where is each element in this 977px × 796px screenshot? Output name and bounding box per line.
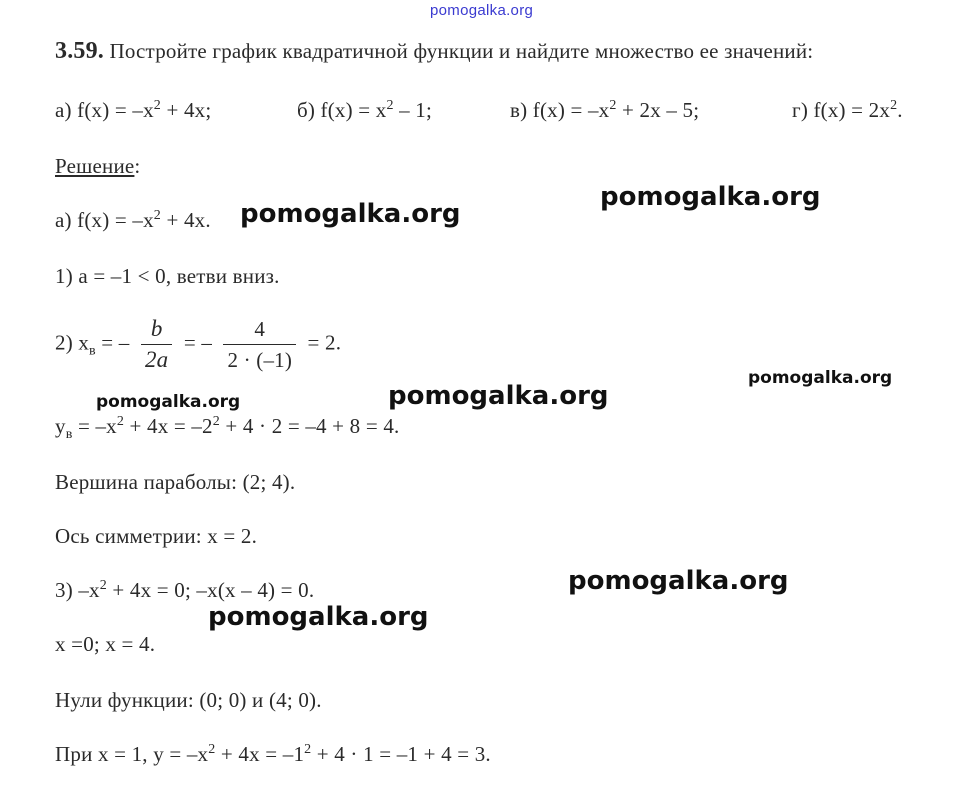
step-1: 1) a = –1 < 0, ветви вниз. [55,264,280,288]
top-watermark: pomogalka.org [430,2,534,19]
watermark: pomogalka.org [96,392,241,412]
roots-line: x =0; x = 4. [55,632,156,656]
watermark: pomogalka.org [388,381,609,411]
problem-text: Постройте график квадратичной функции и найдите множество ее значений: [109,39,814,63]
fraction-b-over-2a: $\frac{b}{2a}$ [141,314,172,375]
watermark: pomogalka.org [208,602,429,632]
watermark: pomogalka.org [240,199,461,229]
axis-line: Ось симметрии: x = 2. [55,524,258,548]
zeros-line: Нули функции: (0; 0) и (4; 0). [55,688,322,712]
watermark: pomogalka.org [600,182,821,212]
watermark: pomogalka.org [748,368,893,388]
problem-number: 3.59. [55,38,104,64]
item-g: г) $f(x) = 2x^2$. [792,98,903,122]
value-at-x1: При x = 1, $y = -x^2 + 4x = -1^2 + 4 \cdot 1 = -1 + 4 = 3$. [55,742,491,766]
watermark: pomogalka.org [568,566,789,596]
part-a-function: а) $f(x) = -x^2 + 4x$. [55,208,211,232]
step-2: 2) $x_в$ = – $\frac{b}{2a}$ = – $\frac{4}{2 \cdot (-1)}$ = 2. [55,314,341,375]
item-b: б) $f(x) = x^2 - 1$; [297,98,432,122]
problem-title [55,38,813,65]
vertex-line: Вершина параболы: (2; 4). [55,470,296,494]
fraction-4-over-2-times-minus1: $\frac{4}{2 \cdot (-1)}$ [223,314,296,375]
y-vertex: $y_в = -x^2 + 4x = -2^2 + 4 \cdot 2 = -4 + 8 = 4$. [55,414,400,443]
item-v: в) $f(x) = -x^2 + 2x - 5$; [510,98,700,122]
step-3: 3) $-x^2 + 4x = 0$; –x(x – 4) = 0. [55,578,315,602]
item-a: а) $f(x) = -x^2 + 4x$; [55,98,212,122]
problem-items [55,98,935,123]
solution-heading: Решение: [55,154,141,178]
